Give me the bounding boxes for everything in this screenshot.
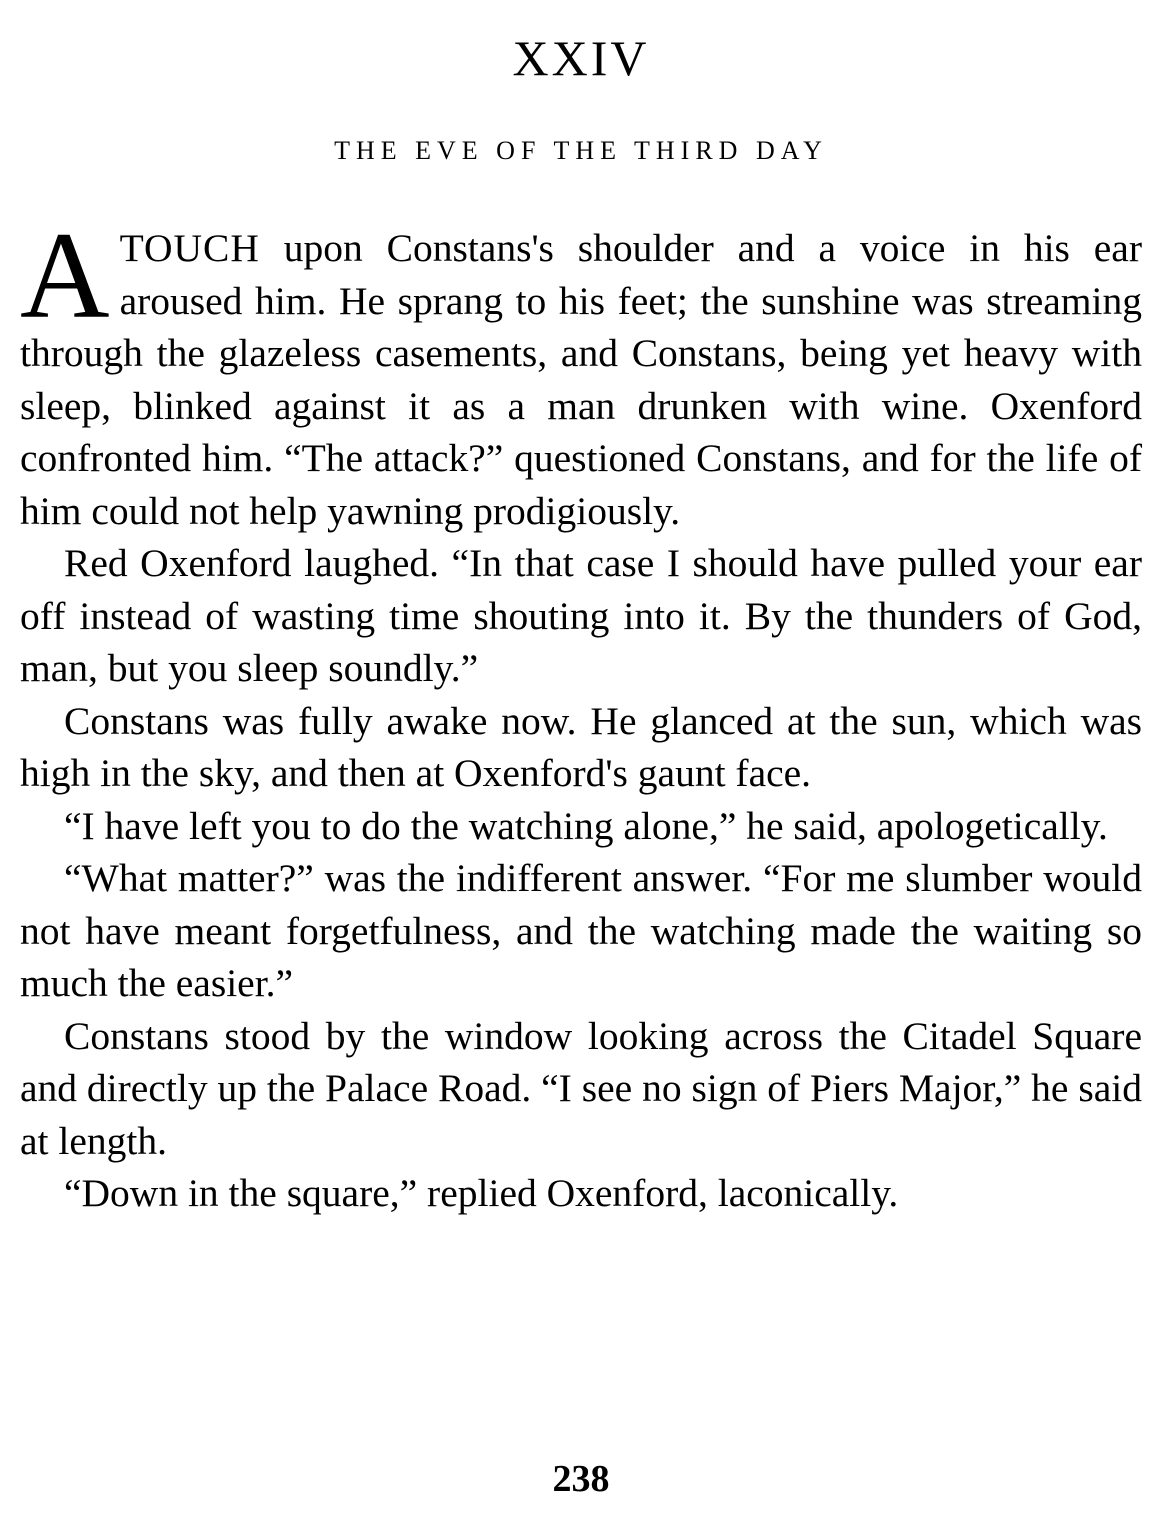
- chapter-title: THE EVE OF THE THIRD DAY: [334, 136, 828, 165]
- paragraph: “Down in the square,” replied Oxenford, laconically.: [64, 1171, 899, 1215]
- paragraph: Constans was fully awake now. He glanced at the sun, which was high in the sky, and then at Oxenford's gaunt face.: [20, 698, 1142, 795]
- paragraph: Constans stood by the window looking across the Citadel Square and directly up the Palace Road. “I see no sign of Piers Major,” he said at length.: [20, 1013, 1142, 1163]
- opening-word: TOUCH: [119, 226, 260, 270]
- paragraph: Red Oxenford laughed. “In that case I should have pulled your ear off instead of wasting time shouting into it. By the thunders of God, man, but you sleep soundly.”: [20, 541, 1142, 690]
- drop-cap: A: [20, 207, 110, 344]
- book-page: [20, 0, 1142, 1526]
- opening-text: upon Constans's shoulder and a voice in his ear aroused him. He sprang to his feet; the sunshine was streaming through the glazeless casements, and Constans, being yet heavy with sleep, blinked against it as a man drunken with wine. Oxenford confronted him. “The attack?” questioned Constans, and for the life of him could not help yawning prodigiously.: [20, 226, 1142, 533]
- chapter-body: [20, 207, 1142, 1220]
- paragraph: “What matter?” was the indifferent answer. “For me slumber would not have meant forgetfulness, and the watching made the waiting so much the easier.”: [20, 856, 1142, 1005]
- opening-paragraph: [20, 207, 1142, 537]
- page-number: 238: [552, 1458, 610, 1500]
- paragraph: “I have left you to do the watching alone,” he said, apologetically.: [64, 803, 1108, 848]
- chapter-number: XXIV: [512, 30, 650, 86]
